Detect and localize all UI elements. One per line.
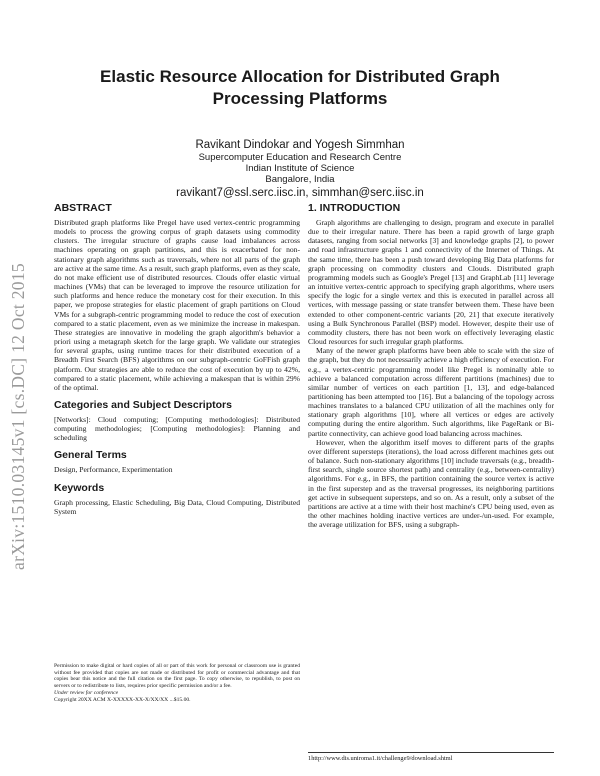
- right-column: [308, 202, 554, 529]
- categories-heading: Categories and Subject Descriptors: [54, 398, 232, 411]
- intro-paragraph-2: Many of the newer graph platforms have been able to scale with the size of the graph, but they do not necessarily achieve a high efficiency of execution. For e.g., a vertex-centric programming model like Pregel is nominally able to achieve a balanced computation across different partitions (machines) due to similar number of vertices on each partition [1, 13], and edge-balanced partitioning has been attempted too [16]. But a balancing of the topology across machines translates to a balanced CPU utilization of all the machines only for stationary graph algorithms [10], where all vertices or edges are actively computing during the entire algorithm. Such algorithms, like PageRank or Bi-partite connectivity, can achieve good load balancing across machines.: [308, 346, 554, 438]
- footnote: [308, 752, 554, 762]
- keywords-heading: Keywords: [54, 481, 105, 494]
- keywords-text: Graph processing, Elastic Scheduling, Big Data, Cloud Computing, Distributed System: [54, 497, 300, 516]
- affiliation-centre: Supercomputer Education and Research Centre: [198, 152, 402, 163]
- permission-notice: [54, 663, 300, 703]
- affiliation-institute: Indian Institute of Science: [245, 163, 355, 175]
- introduction-heading: 1. INTRODUCTION: [308, 202, 401, 214]
- author-emails: ravikant7@ssl.serc.iisc.in, simmhan@serc.iisc.in: [176, 186, 424, 199]
- footnote-url: 1http://www.dis.uniroma1.it/challenge9/download.shtml: [308, 755, 453, 762]
- permission-text: Permission to make digital or hard copies of all or part of this work for personal or classroom use is granted without fee provided that copies are not made or distributed for profit or commercial advantage and that copies bear this notice and the full citation on the first page. To copy otherwise, to republish, to post on servers or to redistribute to lists, requires prior specific permission and/or a fee.: [54, 663, 300, 690]
- copyright-line: Copyright 20XX ACM X-XXXXX-XX-X/XX/XX ...$15.00.: [54, 696, 191, 703]
- arxiv-identifier: arXiv:1510.03145v1 [cs.DC] 12 Oct 2015: [8, 263, 28, 570]
- author-names: Ravikant Dindokar and Yogesh Simmhan: [195, 139, 405, 151]
- intro-paragraph-1: Graph algorithms are challenging to design, program and execute in parallel due to their irregular nature. There has been a rapid growth of large graph datasets, ranging from social networks [3] and knowledge graphs [2], to power and road infrastructure graphs 1 and connectivity of the Internet of Things. At the same time, there has been a push toward developing Big Data platforms for graph processing on commodity clusters and Clouds. Distributed graph programming models such as Google's Pregel [13] and GraphLab [11] leverage an intuitive vertex-centric approach to specifying graph algorithms, where users specify the logic for a single vertex and this is executed in parallel across all vertices, with message passing or state transfer between them. These have been extended to other component-centric variants [20, 21] that execute iteratively using a Bulk Synchronous Parallel (BSP) model. However, despite their use of commodity clusters, there has not been work on effectively leveraging elastic Cloud resources for such irregular graph platforms.: [308, 218, 554, 347]
- general-terms-heading: General Terms: [54, 449, 127, 462]
- intro-paragraph-3: However, when the algorithm itself moves to different parts of the graphs over different supersteps (iterations), the load across different machines gets out of balance. Such non-stationary algorithms [10] include traversals (e.g., breadth-first search, single source shortest path) and centrality (e.g., between-centrality) algorithms. For e.g., in BFS, the partition containing the source vertex is active in the first superstep and as the traversal progresses, its neighboring partitions get active in subsequent supersteps, and so on. As a result, only a subset of the partitions are active at a time with their host machine's CPU being used, even as the other machines holding inactive vertices are under-/un-used. For example, the average utilization for BFS, using a subgraph-: [308, 437, 554, 530]
- categories-text: [Networks]: Cloud computing; [Computing methodologies]: Distributed computing methodologies; [Computing methodologies]: Planning and scheduling: [54, 414, 300, 443]
- paper-title: Elastic Resource Allocation for Distributed Graph Processing Platforms: [100, 67, 500, 108]
- general-terms-text: Design, Performance, Experimentation: [54, 465, 173, 475]
- review-note: Under review for conference: [54, 689, 119, 696]
- affiliation-location: Bangalore, India: [265, 174, 335, 186]
- author-block: [100, 138, 500, 200]
- abstract-text: Distributed graph platforms like Pregel have used vertex-centric programming models to process the growing corpus of graph datasets using commodity clusters. The irregular structure of graphs cause load imbalances across machines operating on graph partitions, and this is exacerbated for non-stationary graph algorithms such as traversals, where not all parts of the graph are active at the same time. As a result, such graph platforms, even as they scale, do not make efficient use of distributed resources. Clouds offer elastic virtual machines (VMs) that can be leveraged to improve the resource utilization for such platforms and hence reduce the monetary cost for their execution. In this paper, we propose strategies for elastic placement of graph partitions on Cloud VMs for a subgraph-centric programming model to reduce the cost of execution compared to a static placement, even as we minimize the increase in makespan. These strategies are innovative in modeling the graph algorithm's behavior a priori using a metagraph sketch for the large graph. We validate our strategies for several graphs, using runtime traces for their distributed execution of a Breadth First Search (BFS) algorithms on our subgraph-centric GoFFish graph platform. Our strategies are able to reduce the cost of execution by up to 42%, compared to a static placement, while achieving a makespan that is within 29% of the optimal.: [54, 218, 300, 392]
- abstract-heading: ABSTRACT: [54, 202, 112, 214]
- left-column: [54, 202, 300, 516]
